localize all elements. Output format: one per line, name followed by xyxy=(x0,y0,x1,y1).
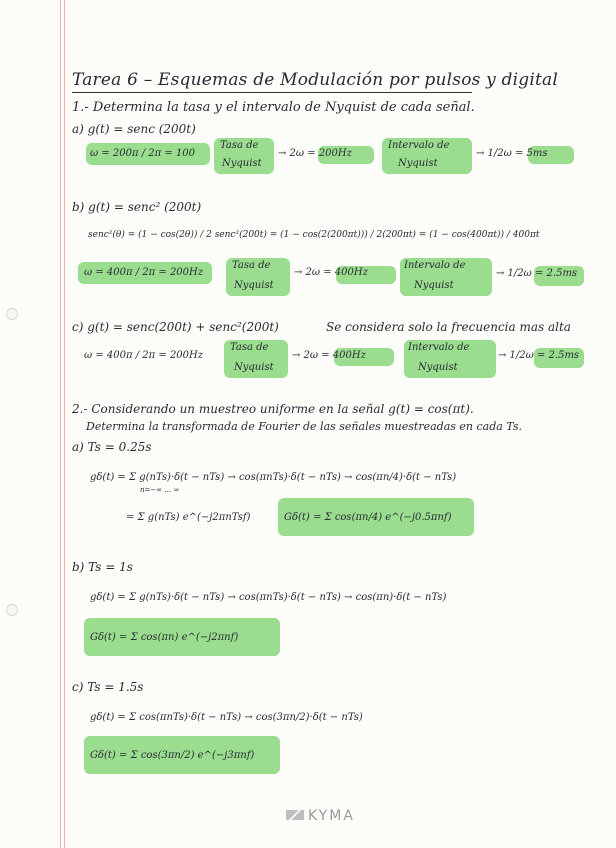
item-2c-label: c) Ts = 1.5s xyxy=(72,680,144,694)
problem-2-heading-2: Determina la transformada de Fourier de las señales muestreadas en cada Ts. xyxy=(86,420,522,433)
item-1c-omega: ω = 400π / 2π = 200Hz xyxy=(84,350,204,361)
problem-2-heading-1: 2.- Considerando un muestreo uniforme en la señal g(t) = cos(πt). xyxy=(72,402,474,416)
item-1a-2w: → 2ω = 200Hz xyxy=(278,148,352,159)
item-1b-identity: senc²(θ) = (1 − cos(2θ)) / 2 senc²(200t) = (1 − cos(2(200πt))) / 2(200πt) = (1 − cos(400πt)) / 400πt xyxy=(88,230,540,240)
item-1a-omega: ω = 200π / 2π = 100 xyxy=(90,148,196,159)
item-2b-result: Gδ(t) = Σ cos(πn) e^(−j2πnf) xyxy=(90,632,239,643)
item-1a-int-2: Nyquist xyxy=(398,158,438,169)
kyma-logo-icon xyxy=(286,810,304,820)
margin-line xyxy=(60,0,61,848)
item-1c-label: c) g(t) = senc(200t) + senc²(200t) xyxy=(72,320,279,334)
item-1c-result: → 1/2ω = 2.5ms xyxy=(498,350,580,361)
sum-limits: n=−∞ … ∞ xyxy=(140,486,180,494)
item-1c-note: Se considera solo la frecuencia mas alta xyxy=(326,320,571,334)
item-2b-label: b) Ts = 1s xyxy=(72,560,133,574)
item-1b-tasa-1: Tasa de xyxy=(232,260,271,271)
item-1c-int-1: Intervalo de xyxy=(408,342,470,353)
item-1b-int-1: Intervalo de xyxy=(404,260,466,271)
page-title: Tarea 6 – Esquemas de Modulación por pulsos y digital xyxy=(72,70,559,90)
item-2c-eq1: gδ(t) = Σ cos(πnTs)·δ(t − nTs) → cos(3πn/2)·δ(t − nTs) xyxy=(90,712,363,723)
binder-hole xyxy=(6,604,18,616)
item-1a-label: a) g(t) = senc (200t) xyxy=(72,122,196,136)
problem-1-heading: 1.- Determina la tasa y el intervalo de Nyquist de cada señal. xyxy=(72,100,475,115)
item-1a-result: → 1/2ω = 5ms xyxy=(476,148,548,159)
item-1b-omega: ω = 400π / 2π = 200Hz xyxy=(84,267,204,278)
item-2a-eq1: gδ(t) = Σ g(nTs)·δ(t − nTs) → cos(πnTs)·δ(t − nTs) → cos(πn/4)·δ(t − nTs) xyxy=(90,472,457,483)
item-1c-tasa-2: Nyquist xyxy=(234,362,274,373)
item-1b-2w: → 2ω = 400Hz xyxy=(294,267,368,278)
item-1a-tasa-2: Nyquist xyxy=(222,158,262,169)
item-1c-tasa-1: Tasa de xyxy=(230,342,269,353)
item-1b-int-2: Nyquist xyxy=(414,280,454,291)
item-2a-eq2: = Σ g(nTs) e^(−j2πnTsf) xyxy=(126,512,251,523)
margin-line-2 xyxy=(64,0,65,848)
item-2a-label: a) Ts = 0.25s xyxy=(72,440,152,454)
item-1b-tasa-2: Nyquist xyxy=(234,280,274,291)
item-1b-result: → 1/2ω = 2.5ms xyxy=(496,268,578,279)
title-underline xyxy=(72,92,472,93)
item-1c-int-2: Nyquist xyxy=(418,362,458,373)
item-2c-result: Gδ(t) = Σ cos(3πn/2) e^(−j3πnf) xyxy=(90,750,255,761)
binder-hole xyxy=(6,308,18,320)
kyma-logo xyxy=(286,808,355,824)
item-1c-2w: → 2ω = 400Hz xyxy=(292,350,366,361)
item-1a-int-1: Intervalo de xyxy=(388,140,450,151)
item-1a-tasa-1: Tasa de xyxy=(220,140,259,151)
item-2b-eq1: gδ(t) = Σ g(nTs)·δ(t − nTs) → cos(πnTs)·δ(t − nTs) → cos(πn)·δ(t − nTs) xyxy=(90,592,447,603)
logo-text: KYMA xyxy=(308,808,355,824)
item-2a-result: Gδ(t) = Σ cos(πn/4) e^(−j0.5πnf) xyxy=(284,512,452,523)
item-1b-label: b) g(t) = senc² (200t) xyxy=(72,200,202,214)
